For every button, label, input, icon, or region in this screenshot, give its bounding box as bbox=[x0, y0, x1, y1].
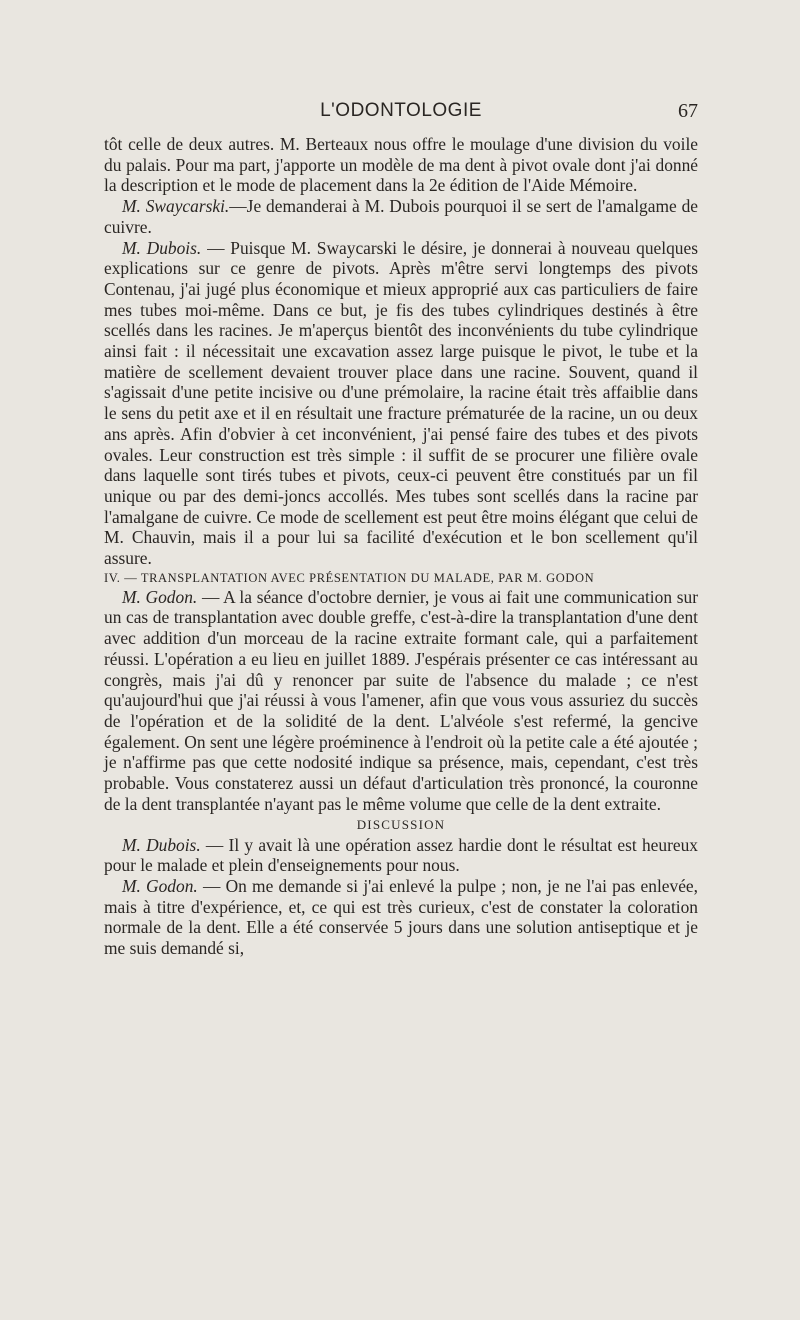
speaker-name: M. Godon. bbox=[122, 875, 198, 896]
paragraph-opening: tôt celle de deux autres. M. Berteaux nous offre le moulage d'une division du voile du palais. Pour ma part, j'apporte un modèle de ma dent à pivot ovale dont j'ai donné la description et le mode de placement dans la 2e édition de l'Aide Mémoire. bbox=[104, 134, 698, 196]
paragraph-swaycarski bbox=[104, 196, 698, 237]
paragraph-text: — A la séance d'octobre dernier, je vous ai fait une communication sur un cas de transplantation avec double greffe, c'est-à-dire la transplantation d'une dent avec addition d'un morceau de la racine extraite formant cale, qui a parfaitement réussi. L'opération a eu lieu en juillet 1889. J'espérais présenter ce cas intéressant au congrès, mais j'ai dû y renoncer par suite de l'absence du malade ; ce n'est qu'aujourd'hui que j'ai réussi à vous l'amener, afin que vous vous assuriez du succès de l'opération et de la solidité de la dent. L'alvéole s'est refermé, la gencive également. On sent une légère proéminence à l'endroit où la petite cale a été ajoutée ; je n'affirme pas que cette nodosité indique sa présence, mais, cependant, c'est très probable. Vous constaterez aussi un défaut d'articulation très prononcé, la couronne de la dent transplantée n'ayant pas le même volume que celle de la dent extraite. bbox=[104, 586, 699, 814]
paragraph-dubois-reply bbox=[104, 238, 698, 569]
page-body bbox=[104, 134, 698, 959]
page-header bbox=[104, 100, 698, 128]
section-heading: IV. — TRANSPLANTATION AVEC PRÉSENTATION DU MALADE, PAR M. GODON bbox=[104, 570, 595, 585]
page-number: 67 bbox=[678, 100, 698, 122]
speaker-name: M. Dubois. bbox=[122, 237, 202, 258]
speaker-name: M. Godon. bbox=[122, 586, 198, 607]
paragraph-text: — Il y avait là une opération assez hardie dont le résultat est heureux pour le malade et plein d'enseignements pour nous. bbox=[104, 834, 698, 876]
paragraph-text: —Je demanderai à M. Dubois pourquoi il se sert de l'amalgame de cuivre. bbox=[104, 196, 699, 237]
speaker-name: M. Dubois. bbox=[122, 834, 201, 855]
paragraph-text: — Puisque M. Swaycarski le désire, je donnerai à nouveau quelques explications sur ce genre de pivots. Après m'être servi longtemps des pivots Contenau, j'ai jugé plus économique et mieux approprié aux cas particuliers de faire mes tubes moi-même. Dans ce but, je fis des tubes cylindriques destinés à être scellés dans les racines. Je m'aperçus bientôt des inconvénients du tube cylindrique ainsi fait : il nécessitait une excavation assez large puisque le pivot, le tube et la matière de scellement devaient trouver place dans une racine. Souvent, quand il s'agissait d'une petite incisive ou d'une prémolaire, la racine était très affaiblie dans le sens du petit axe et il en résultait une fracture prématurée de la racine, un ou deux ans après. Afin d'obvier à cet inconvénient, j'ai pensé faire des tubes et des pivots ovales. Leur construction est très simple : il suffit de se procurer une filière ovale dans laquelle sont tirés tubes et pivots, ceux-ci peuvent être constitués par un fil unique ou par des demi-joncs accollés. Mes tubes sont scellés dans la racine par l'amalgane de cuivre. Ce mode de scellement est peut être moins élégant que celui de M. Chauvin, mais il a pour lui sa facilité d'exécution et le bon scellement qu'il assure. bbox=[104, 237, 698, 569]
paragraph-godon-discussion bbox=[104, 876, 698, 959]
paragraph-text: — On me demande si j'ai enlevé la pulpe ; non, je ne l'ai pas enlevée, mais à titre d'expérience, et, ce qui est très curieux, c'est de constater la coloration normale de la dent. Elle a été conservée 5 jours dans une solution antiseptique et je me suis demandé si, bbox=[104, 875, 698, 959]
speaker-name: M. Swaycarski. bbox=[122, 196, 230, 217]
paragraph-dubois-discussion bbox=[104, 835, 698, 876]
running-title: L'ODONTOLOGIE bbox=[320, 100, 482, 121]
paragraph-godon-communication bbox=[104, 587, 698, 815]
discussion-heading: DISCUSSION bbox=[356, 816, 446, 832]
